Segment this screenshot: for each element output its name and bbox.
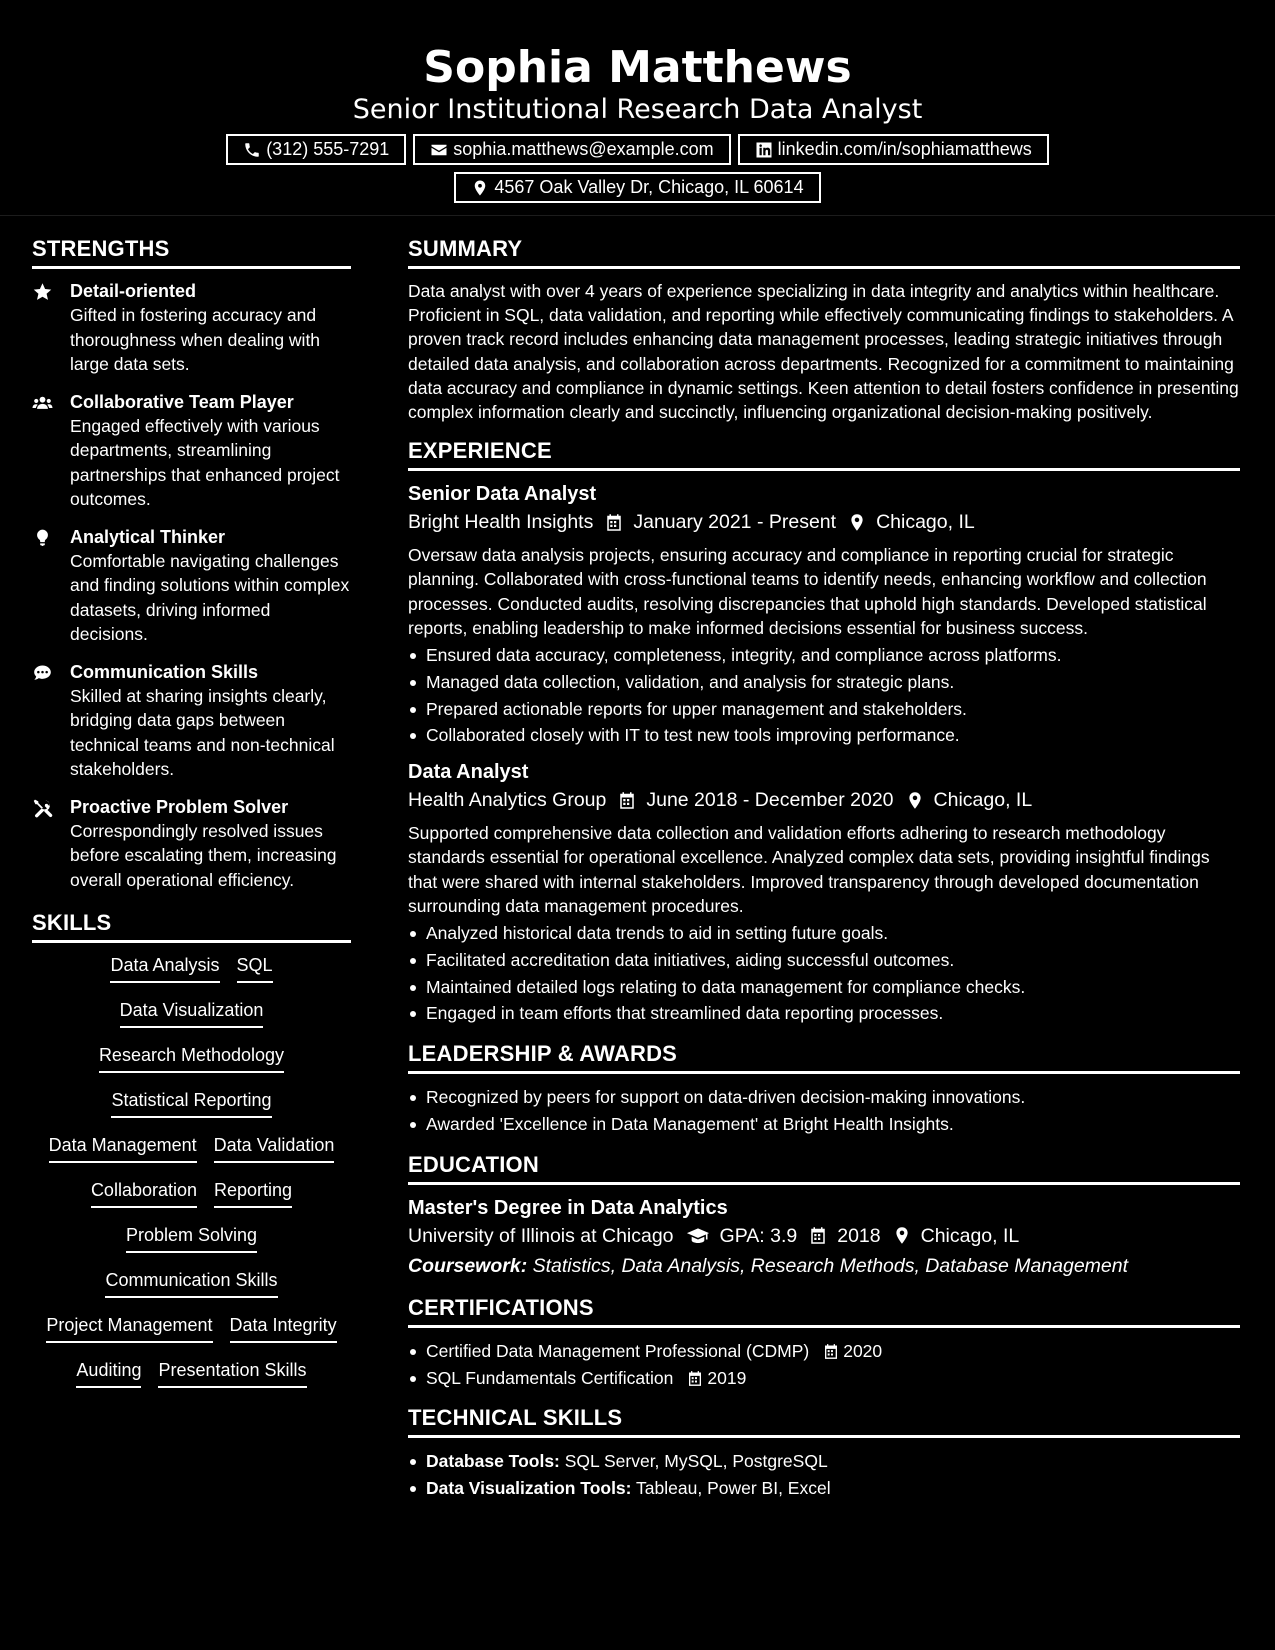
- skill-tag: Research Methodology: [99, 1043, 284, 1073]
- cert-year: 2019: [707, 1367, 747, 1388]
- skill-tag: Data Visualization: [120, 998, 264, 1028]
- strength-item: [32, 795, 351, 893]
- strength-name: Collaborative Team Player: [70, 391, 294, 412]
- coursework-label: Coursework:: [408, 1254, 528, 1277]
- cert-year: 2020: [843, 1340, 883, 1361]
- graduation-year: 2018: [837, 1224, 881, 1247]
- envelope-icon: [430, 141, 448, 159]
- strength-desc: Gifted in fostering accuracy and thoroughness when dealing with large data sets.: [70, 305, 321, 374]
- map-marker-icon: [906, 791, 924, 810]
- candidate-name: Sophia Matthews: [423, 42, 852, 93]
- calendar-icon: [618, 791, 636, 810]
- cert-name: SQL Fundamentals Certification: [426, 1367, 674, 1388]
- job-entry: [408, 759, 1240, 1027]
- phone-chip[interactable]: [226, 134, 406, 165]
- users-icon: [32, 393, 53, 413]
- strength-item: [32, 525, 351, 647]
- job-company: Bright Health Insights: [408, 511, 594, 534]
- job-description: Oversaw data analysis projects, ensuring accuracy and compliance in reporting crucial for strategic planning. Collaborated with cross-functional teams to identify needs, enhancing workflow and collection processes. Conducted audits, resolving discrepancies that uphold high standards. Developed statistical reports, enabling leadership to make informed decisions essential for business success.: [408, 545, 1207, 638]
- strength-item: [32, 660, 351, 782]
- map-marker-icon: [848, 513, 866, 532]
- strength-item: [32, 390, 351, 512]
- linkedin-icon: [755, 141, 773, 159]
- skill-tag: Auditing: [76, 1358, 141, 1388]
- strength-desc: Skilled at sharing insights clearly, bridging data gaps between technical teams and non-technical stakeholders.: [70, 685, 335, 779]
- resume-header: [0, 0, 1275, 216]
- job-bullets: [408, 642, 1240, 749]
- technical-skills-list: [408, 1448, 1240, 1502]
- phone-icon: [243, 141, 261, 159]
- school-name: University of Illinois at Chicago: [408, 1224, 674, 1247]
- education-heading: EDUCATION: [408, 1152, 1240, 1185]
- job-meta: [408, 507, 1240, 537]
- contact-row: [0, 134, 1275, 165]
- email-chip[interactable]: [413, 134, 730, 165]
- strength-name: Detail-oriented: [70, 281, 197, 301]
- strength-name: Communication Skills: [70, 661, 259, 682]
- linkedin-text: linkedin.com/in/sophiamatthews: [777, 139, 1032, 159]
- degree-title: Master's Degree in Data Analytics: [408, 1196, 728, 1219]
- calendar-icon: [687, 1370, 703, 1387]
- tools-icon: [32, 798, 53, 818]
- skill-tag: Communication Skills: [105, 1268, 277, 1298]
- gpa: GPA: 3.9: [719, 1224, 798, 1247]
- skill-tag: SQL: [237, 953, 273, 983]
- right-column: [408, 236, 1240, 1502]
- job-location: Chicago, IL: [876, 511, 975, 534]
- list-item: Maintained detailed logs relating to data management for compliance checks.: [408, 974, 1240, 1001]
- summary-heading: SUMMARY: [408, 236, 1240, 269]
- star-icon: [32, 282, 53, 302]
- skill-tag: Statistical Reporting: [111, 1088, 271, 1118]
- job-title: Data Analyst: [408, 761, 529, 784]
- strength-name: Analytical Thinker: [70, 526, 226, 547]
- skill-tag: Data Integrity: [230, 1313, 337, 1343]
- list-item: Engaged in team efforts that streamlined data reporting processes.: [408, 1000, 1240, 1027]
- address-text: 4567 Oak Valley Dr, Chicago, IL 60614: [494, 177, 804, 197]
- experience-heading: EXPERIENCE: [408, 438, 1240, 471]
- comment-icon: [32, 663, 53, 683]
- calendar-icon: [809, 1226, 827, 1245]
- address-chip[interactable]: [454, 172, 820, 203]
- list-item: [408, 1365, 1240, 1392]
- skill-tag: Project Management: [46, 1313, 212, 1343]
- list-item: [408, 1448, 1240, 1475]
- tech-label: Database Tools:: [426, 1451, 560, 1472]
- coursework-text: Statistics, Data Analysis, Research Methods, Database Management: [532, 1254, 1129, 1277]
- address-row: [0, 172, 1275, 203]
- job-entry: [408, 481, 1240, 749]
- list-item: Ensured data accuracy, completeness, integrity, and compliance across platforms.: [408, 642, 1240, 669]
- map-marker-icon: [893, 1226, 911, 1245]
- cert-name: Certified Data Management Professional (CDMP): [426, 1340, 810, 1361]
- candidate-title: Senior Institutional Research Data Analyst: [352, 94, 923, 125]
- list-item: Awarded 'Excellence in Data Management' at Bright Health Insights.: [408, 1111, 1240, 1138]
- skills-heading: SKILLS: [32, 910, 351, 943]
- technical-skills-heading: TECHNICAL SKILLS: [408, 1405, 1240, 1438]
- calendar-icon: [605, 513, 623, 532]
- education-entry: [408, 1195, 1240, 1281]
- skill-tag: Data Analysis: [110, 953, 219, 983]
- list-item: Managed data collection, validation, and analysis for strategic plans.: [408, 669, 1240, 696]
- list-item: [408, 1475, 1240, 1502]
- job-meta: [408, 785, 1240, 815]
- list-item: Collaborated closely with IT to test new tools improving performance.: [408, 722, 1240, 749]
- list-item: Facilitated accreditation data initiatives, aiding successful outcomes.: [408, 947, 1240, 974]
- strength-name: Proactive Problem Solver: [70, 796, 289, 817]
- leadership-list: [408, 1084, 1240, 1138]
- left-column: [32, 236, 351, 1403]
- phone-text: (312) 555-7291: [266, 139, 390, 159]
- skill-tag: Collaboration: [91, 1178, 197, 1208]
- strength-desc: Correspondingly resolved issues before escalating them, increasing overall operational efficiency.: [70, 820, 337, 890]
- tech-value: SQL Server, MySQL, PostgreSQL: [564, 1451, 828, 1472]
- certifications-list: [408, 1338, 1240, 1392]
- job-title: Senior Data Analyst: [408, 483, 597, 506]
- summary-text: Data analyst with over 4 years of experience specializing in data integrity and analytics within healthcare. Proficient in SQL, data validation, and reporting while effectively communicating findings to stakeholders. A proven track record includes enhancing data management processes, leading strategic initiatives through detailed data analysis, and collaboration across departments. Recognized for a commitment to maintaining data accuracy and compliance in dynamic settings. Keen attention to detail fosters confidence in presenting complex information clearly and succinctly, influencing organizational decision-making positively.: [408, 281, 1239, 423]
- certifications-heading: CERTIFICATIONS: [408, 1295, 1240, 1328]
- job-dates: June 2018 - December 2020: [646, 789, 894, 812]
- job-location: Chicago, IL: [933, 789, 1033, 812]
- education-location: Chicago, IL: [920, 1224, 1020, 1247]
- coursework: [408, 1251, 1240, 1281]
- email-text: sophia.matthews@example.com: [453, 139, 714, 159]
- calendar-icon: [823, 1343, 839, 1360]
- leadership-heading: LEADERSHIP & AWARDS: [408, 1041, 1240, 1074]
- skill-tag: Presentation Skills: [158, 1358, 306, 1388]
- job-company: Health Analytics Group: [408, 789, 607, 812]
- tech-label: Data Visualization Tools:: [426, 1478, 632, 1499]
- strength-item: [32, 279, 351, 377]
- education-meta: [408, 1221, 1240, 1251]
- linkedin-chip[interactable]: [738, 134, 1049, 165]
- strength-desc: Comfortable navigating challenges and finding solutions within complex datasets, driving informed decisions.: [70, 550, 350, 644]
- job-description: Supported comprehensive data collection and validation efforts adhering to research methodology standards essential for operational excellence. Analyzed complex data sets, providing insightful findings that were shared with internal stakeholders. Improved transparency through developed documentation surrounding data management procedures.: [408, 823, 1210, 916]
- list-item: Prepared actionable reports for upper management and stakeholders.: [408, 696, 1240, 723]
- graduation-cap-icon: [686, 1226, 710, 1245]
- strength-desc: Engaged effectively with various departments, streamlining partnerships that enhanced project outcomes.: [70, 415, 340, 509]
- job-bullets: [408, 920, 1240, 1027]
- skills-list: [32, 953, 351, 1403]
- skill-tag: Data Management: [49, 1133, 197, 1163]
- skill-tag: Data Validation: [214, 1133, 335, 1163]
- skill-tag: Problem Solving: [126, 1223, 257, 1253]
- list-item: Recognized by peers for support on data-driven decision-making innovations.: [408, 1084, 1240, 1111]
- list-item: Analyzed historical data trends to aid in setting future goals.: [408, 920, 1240, 947]
- lightbulb-icon: [32, 528, 53, 548]
- skill-tag: Reporting: [214, 1178, 292, 1208]
- list-item: [408, 1338, 1240, 1365]
- job-dates: January 2021 - Present: [633, 511, 837, 534]
- tech-value: Tableau, Power BI, Excel: [636, 1478, 831, 1499]
- strengths-heading: STRENGTHS: [32, 236, 351, 269]
- map-marker-icon: [471, 179, 489, 197]
